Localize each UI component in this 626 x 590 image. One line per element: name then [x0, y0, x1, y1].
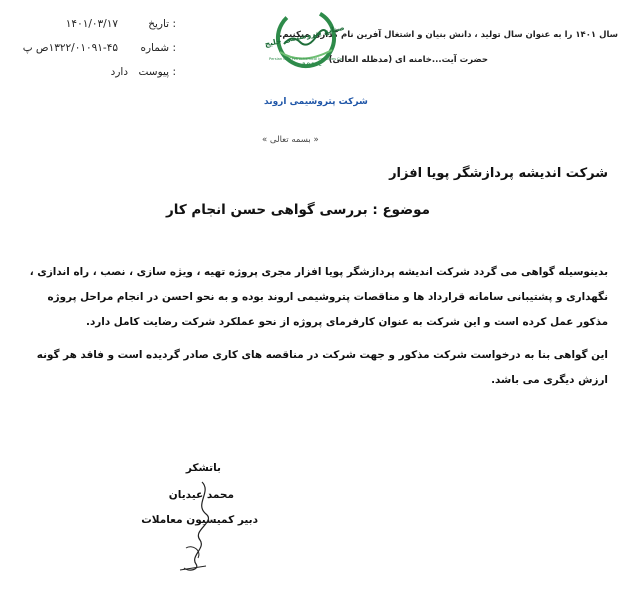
- logo-company-en: Persian Gulf Petrochemical Industries Co.: [269, 57, 343, 61]
- basmala: « بسمه تعالی »: [262, 135, 319, 145]
- company-name: شرکت پتروشیمی اروند: [264, 97, 368, 107]
- leader-attribution: حضرت آیت...خامنه ای (مدظله العالی): [328, 55, 488, 65]
- attachment-label: پیوست :: [138, 66, 176, 78]
- date-row: [16, 18, 176, 34]
- letter-subject: موضوع : بررسی گواهی حسن انجام کار: [166, 202, 430, 218]
- date-label: تاریخ :: [148, 18, 176, 30]
- closing-text: باتشکر: [185, 462, 221, 474]
- attachment-value: دارد: [110, 66, 128, 78]
- logo-emblem-icon: [262, 4, 346, 74]
- handwritten-signature-icon: [172, 478, 232, 578]
- recipient-name: شرکت اندیشه پردازشگر پویا افزار: [389, 166, 608, 181]
- attachment-row: [16, 66, 176, 82]
- signer-title: دبیر کمیسیون معاملات: [141, 514, 258, 526]
- body-paragraph-2: این گواهی بنا به درخواست شرکت مذکور و جهت شرکت در مناقصه های کاری صادر گردیده است و فاقد هر گونه ارزش دیگری می باشد.: [36, 349, 608, 386]
- company-logo: [262, 4, 346, 74]
- date-value: ۱۴۰۱/۰۳/۱۷: [65, 18, 118, 30]
- body-paragraph-1: بدینوسیله گواهی می گردد شرکت اندیشه پردازشگر پویا افزار مجری پروژه تهیه ، ویژه سازی ، نصب ، راه اندازی ، نگهداری و پشتیبانی سامانه قرارداد ها و مناقصات پتروشیمی اروند بوده و به نحو احسن در انجام مراحل پروژه مذکور عمل کرده است و این شرکت به عنوان کارفرمای پروژه از نحو عملکرد شرکت رضایت کامل دارد.: [29, 266, 608, 328]
- number-label: شماره :: [140, 42, 176, 54]
- number-value: ۱۳۲۲/۰۱۰۹۱-۴۵ص پ: [22, 42, 118, 54]
- slogan-text: سال ۱۴۰۱ را به عنوان سال تولید ، دانش بنیان و اشتغال آفرین نام گذاری میکنیم.: [279, 30, 618, 40]
- number-row: [16, 42, 176, 58]
- signer-name: محمد عیدیان: [168, 489, 234, 501]
- logo-abbr: P O P I C: [302, 62, 322, 67]
- logo-company-fa: صنایع پتروشیمی خلیج: [263, 22, 346, 49]
